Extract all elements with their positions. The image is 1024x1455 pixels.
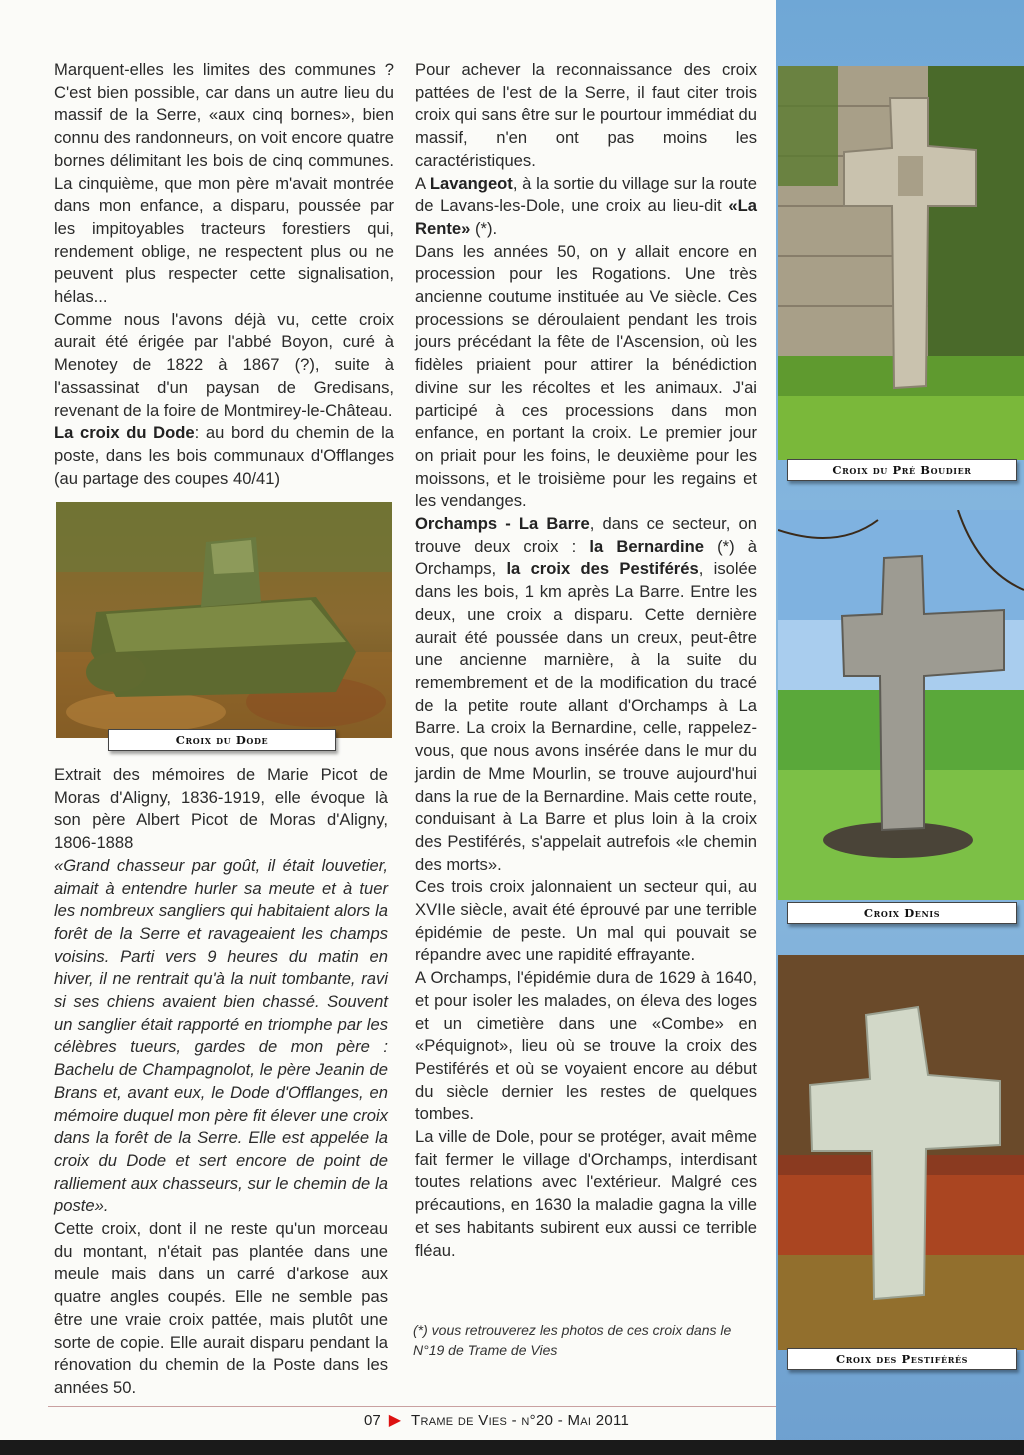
caption-croix-du-dode: Croix du Dode: [108, 729, 336, 751]
heading-la-rente: «La Rente»: [415, 196, 757, 238]
caption-croix-du-pre-boudier: Croix du Pré Boudier: [787, 459, 1017, 481]
paragraph: La ville de Dole, pour se protéger, avait même fait fermer le village d'Orchamps, interdisant toutes relations avec l'extérieur. Malgré ces précautions, en 1630 la maladie gagna la ville et ses habitants subirent eux aussi ce terrible fléau.: [415, 1127, 757, 1260]
text: : au bord du chemin de la poste, dans les bois communaux d'Offlanges (au partage des coupes 40/41): [54, 423, 394, 488]
quote: «Grand chasseur par goût, il était louvetier, aimait à entendre hurler sa meute et à tuer les nombreux sangliers qui habitaient alors la forêt de la Serre et ravageaient les champs voisins. Parti vers 9 heures du matin en hiver, il ne rentrait qu'à la nuit tombante, ravi si ses chiens avaient bien chassé. Souvent un sanglier était rapporté en triomphe par les célèbres tueurs, gardes de mon père : Bachelu de Champagnolot, le père Jeanin de Brans et, avant eux, le Dode d'Offlanges, en mémoire duquel mon père fit élever une croix dans la forêt de la Serre. Elle est appelée la croix du Dode et sert encore de point de ralliement aux chasseurs, sur le chemin de la poste».: [54, 855, 388, 1216]
heading-la-bernardine: la Bernardine: [589, 536, 704, 556]
paragraph: Orchamps - La Barre, dans ce secteur, on trouve deux croix : la Bernardine (*) à Orchamps, la croix des Pestiférés, isolée dans les bois, 1 km après La Barre. Entre les deux, une croix a disparu. Cette dernière aurait été poussée dans un creux, peut-être une ancienne marnière, à la suite du remembrement et de la modification du tracé de la petite route allant d'Orchamps à La Barre. La croix la Bernardine, celle, rappelez-vous, que nous avons insérée dans le mur du jardin de Mme Mourlin, se trouve aujourd'hui dans la rue de la Bernardine. Mais cette route, conduisant à La Barre et plus loin à la croix des Pestiférés, s'appelait autrefois «le chemin des morts».: [415, 514, 757, 874]
heading-orchamps-la-barre: Orchamps - La Barre: [415, 514, 590, 534]
footnote: (*) vous retrouverez les photos de ces croix dans le N°19 de Trame de Vies: [413, 1322, 732, 1358]
column-left-bottom: [54, 764, 388, 1400]
heading-croix-des-pestiferes: la croix des Pestiférés: [506, 559, 699, 579]
paragraph: Marquent-elles les limites des communes ? C'est bien possible, car dans un autre lieu du massif de la Serre, «aux cinq bornes», bien connu des randonneurs, on voit encore quatre bornes délimitant les bois de cinq communes. La cinquième, que mon père m'avait montrée dans mon enfance, a disparu, poussée par les impitoyables tracteurs forestiers qui, rendement oblige, ne respectent plus ou ne peuvent plus respecter cette signalisation, hélas...: [54, 60, 394, 307]
photo-croix-du-dode: [56, 502, 392, 738]
paragraph: Extrait des mémoires de Marie Picot de Moras d'Aligny, 1836-1919, elle évoque là son père Albert Picot de Moras d'Aligny, 1806-1888: [54, 765, 388, 853]
paragraph: Comme nous l'avons déjà vu, cette croix aurait été érigée par l'abbé Boyon, curé à Menotey de 1822 à 1867 (?), suite à l'assassinat d'un paysan de Gredisans, revenant de la foire de Montmirey-le-Château.: [54, 309, 394, 420]
photo-croix-denis: [778, 510, 1024, 900]
footer: [364, 1410, 629, 1430]
footer-rule: [48, 1406, 776, 1407]
caption-croix-denis: Croix Denis: [787, 902, 1017, 924]
photo-croix-du-pre-boudier: [778, 66, 1024, 460]
publication-title: Trame de Vies - n°20 - Mai 2011: [411, 1412, 630, 1429]
scan-edge: [0, 1440, 1024, 1455]
page-number: 07: [364, 1412, 381, 1429]
paragraph: Cette croix, dont il ne reste qu'un morceau du montant, n'était pas plantée dans une meule mais dans un carré d'arkose aux quatre angles coupés. Elle ne semble pas être une vraie croix pattée, mais plutôt une sorte de copie. Elle aurait disparu pendant la rénovation du chemin de la Poste dans les années 50.: [54, 1219, 388, 1397]
heading-croix-du-dode: La croix du Dode: [54, 423, 195, 443]
caption-croix-des-pestiferes: Croix des Pestiférés: [787, 1348, 1017, 1370]
column-middle: [415, 59, 757, 1262]
paragraph: A Lavangeot, à la sortie du village sur la route de Lavans-les-Dole, une croix au lieu-dit «La Rente» (*).: [415, 173, 757, 238]
photo-croix-des-pestiferes: [778, 955, 1024, 1350]
arrow-right-icon: ▶: [388, 1412, 401, 1429]
paragraph: [54, 422, 394, 490]
column-left-top: [54, 59, 394, 490]
paragraph: Pour achever la reconnaissance des croix pattées de l'est de la Serre, il faut citer trois croix qui sans être sur le pourtour immédiat du massif, n'en ont pas moins les caractéristiques.: [415, 60, 757, 170]
paragraph: Dans les années 50, on y allait encore en procession pour les Rogations. Une très ancienne coutume instituée au Ve siècle. Ces processions se déroulaient pendant les trois jours précédant la fête de l'Ascension, où les fidèles priaient pour attirer la bénédiction divine sur les récoltes et les animaux. J'ai participé à ces processions dans mon enfance, en portant la croix. Le premier jour on priait pour les foins, le deuxième pour les moissons, et le troisième pour les regains et les vendanges.: [415, 241, 757, 511]
heading-lavangeot: Lavangeot: [429, 173, 513, 193]
paragraph: A Orchamps, l'épidémie dura de 1629 à 1640, et pour isoler les malades, on éleva des loges et un cimetière dans une «Combe» en «Péquignot», lieu où se trouve la croix des Pestiférés et où se voyaient encore au début du siècle dernier les restes de quelques tombes.: [415, 968, 757, 1124]
paragraph: Ces trois croix jalonnaient un secteur qui, au XVIIe siècle, avait été éprouvé par une terrible épidémie de peste. Un mal qui pouvait se répandre avec une rapidité effrayante.: [415, 877, 757, 965]
